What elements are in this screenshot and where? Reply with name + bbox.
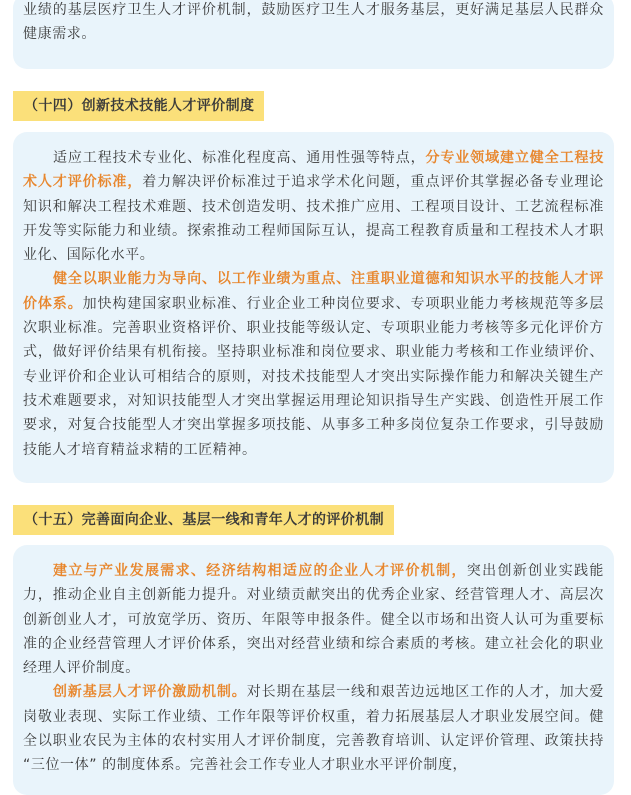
- section-15-heading: （十五）完善面向企业、基层一线和青年人才的评价机制: [13, 505, 394, 535]
- section-15-highlight-1: 建立与产业发展需求、经济结构相适应的企业人才评价机制，: [53, 563, 467, 579]
- top-paragraph-card: [13, 0, 614, 69]
- section-14-highlight-1: 分专业领域建立健全工程技术人才评价标准，: [23, 150, 604, 191]
- section-15-paragraph-1: 建立与产业发展需求、经济结构相适应的企业人才评价机制，突出创新创业实践能力，推动企业自主创新能力提升。对业绩贡献突出的优秀企业家、经营管理人才、高层次创新创业人才，可放宽学历、资历、年限等申报条件。健全以市场和出资人认可为重要标准的企业经营管理人才评价体系，突出对经营业绩和综合素质的考核。建立社会化的职业经理人评价制度。: [23, 563, 605, 677]
- section-14-paragraph-1: 适应工程技术专业化、标准化程度高、通用性强等特点，分专业领域建立健全工程技术人才评价标准，着力解决评价标准过于追求学术化问题，重点评价其掌握必备专业理论知识和解决工程技术难题、技术创造发明、技术推广应用、工程项目设计、工艺流程标准开发等实际能力和业绩。探索推动工程师国际互认，提高工程教育质量和工程技术人才职业化、国际化水平。: [23, 150, 604, 264]
- section-15-highlight-2: 创新基层人才评价激励机制。: [53, 684, 247, 701]
- section-14-paragraph-2: 健全以职业能力为导向、以工作业绩为重点、注重职业道德和知识水平的技能人才评价体系。加快构建国家职业标准、行业企业工种岗位要求、专项职业能力考核规范等多层次职业标准。完善职业资格评价、职业技能等级认定、专项职业能力考核等多元化评价方式，做好评价结果有机衔接。坚持职业标准和岗位要求、职业能力考核和工作业绩评价、专业评价和企业认可相结合的原则，对技术技能型人才突出实际操作能力和解决关键生产技术难题要求，对知识技能型人才突出掌握运用理论知识指导生产实践、创造性开展工作要求，对复合技能型人才突出掌握多项技能、从事多工种多岗位复杂工作要求，引导鼓励技能人才培育精益求精的工匠精神。: [23, 271, 604, 458]
- section-14-highlight-2: 健全以职业能力为导向、以工作业绩为重点、注重职业道德和知识水平的技能人才评价体系。: [23, 271, 604, 312]
- section-15-paragraph-2: 创新基层人才评价激励机制。对长期在基层一线和艰苦边远地区工作的人才，加大爱岗敬业表现、实际工作业绩、工作年限等评价权重，着力拓展基层人才职业发展空间。健全以职业农民为主体的农村实用人才评价制度，完善教育培训、认定评价管理、政策扶持 “三位一体” 的制度体系。完善社会工作专业人才职业水平评价制度，: [23, 684, 604, 774]
- section-15-card: [13, 545, 614, 795]
- section-14-card: [13, 132, 614, 483]
- top-paragraph: 业绩的基层医疗卫生人才评价机制，鼓励医疗卫生人才服务基层，更好满足基层人民群众健康需求。: [23, 2, 604, 43]
- section-14-heading: （十四）创新技术技能人才评价制度: [13, 91, 264, 121]
